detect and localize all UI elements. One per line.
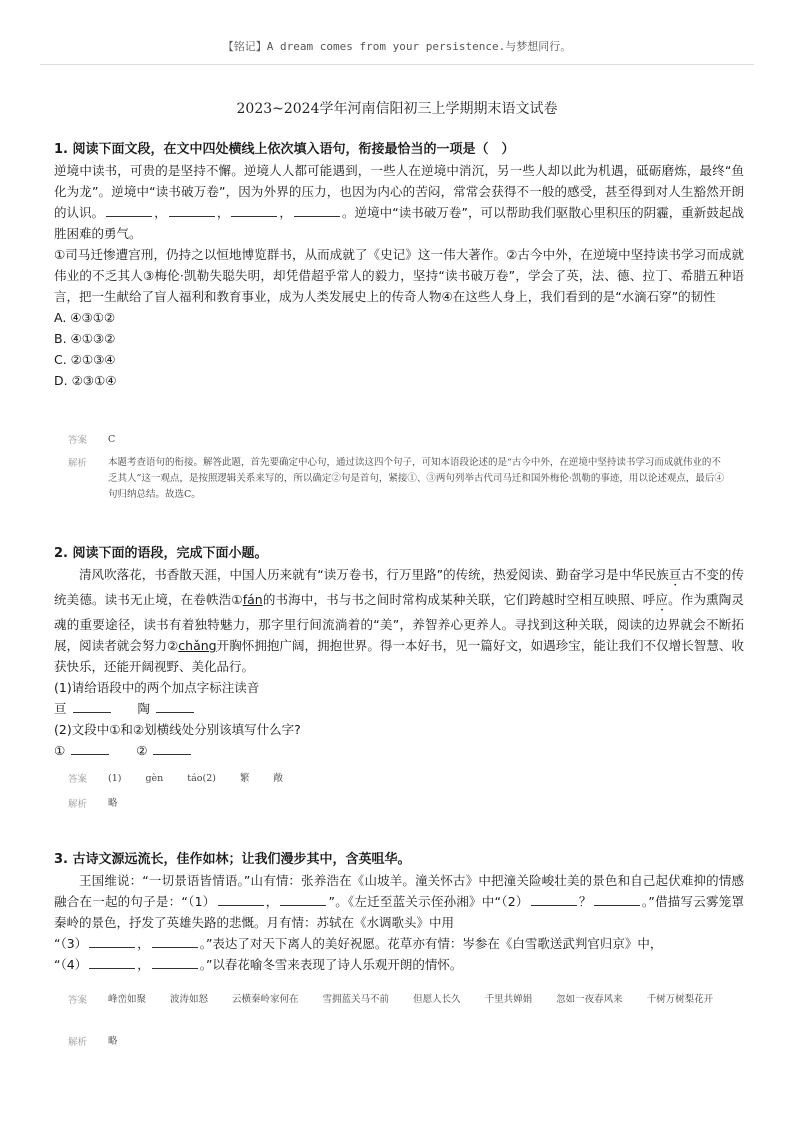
analysis-label: 解析 [68,1037,88,1048]
q3-answer-item: 峰峦如聚 [108,994,147,1005]
exam-title: 2023~2024学年河南信阳初三上学期期末语文试卷 [236,101,558,117]
analysis-label: 解析 [68,458,88,469]
question-1-sentences: ①司马迁惨遭宫刑，仍持之以恒地博览群书，从而成就了《史记》这一伟大著作。②古今中外，在逆境中坚持读书学习而成就伟业的不乏其人③梅伦·凯勒失聪失明，却凭借超乎常人的毅力，坚持“读书破万卷”，学会了英，法、德、拉丁、希腊五种语言，把一生献给了盲人福利和教育事业，成为人类发展史上的传奇人物④在这些人身上，我们看到的是“水滴石穿”的韧性 [54,247,744,304]
q2-sub-question-2: (2)文段中①和②划横线处分别该填写什么字? [54,722,301,737]
q3-answer-item: 千里共婵娟 [484,994,533,1005]
question-2 [54,544,744,761]
q3-answer-item: 雪拥蓝关马不前 [322,994,390,1005]
q3-text-4: 。”借描写云雾笼罩秦岭的景色，抒发了英雄失路的悲慨。月有情：苏轼在《水调歌头》中用 [54,894,744,930]
option-c: C. ②①③④ [54,352,116,367]
question-1-title: 1. 阅读下面文段，在文中四处横线上依次填入语句，衔接最恰当的一项是（ ） [54,142,515,157]
question-1 [54,140,744,391]
q2-sub-2-blanks [54,740,744,761]
fill-blank [169,204,215,217]
fill-blank [73,700,111,713]
fill-blank [89,935,135,948]
fill-blank [106,204,152,217]
q2-text-a: 清风吹落花，书香散天涯，中国人历来就有“读万卷书，行万里路”的传统，热爱阅读、勤奋学习是中华民族 [79,567,669,582]
fill-blank [594,893,640,906]
q2-text-b: 古不变的传统美德。读书无止境，在卷帙浩① [54,567,744,607]
q2-answer [108,771,728,787]
question-3-passage: 王国维说：“一切景语皆情语。”山有情：张养浩在《山坡羊。潼关怀古》中把潼关险峻壮美的景色和自己起伏难抑的情感融合在一起的句子是：“（1） ， ”。《左迁至蓝关示侄孙湘》中“（2） ？ 。”借描写云雾笼罩秦岭的景色，抒发了英雄失路的悲慨。月有情：苏轼在《水调歌头》中用 [54,873,744,930]
q3-text-7: “（4） [54,957,88,972]
dotted-char-gen: 亘 [668,567,682,582]
q3-text-6: 。”表达了对天下离人的美好祝愿。花草亦有情：岑参在《白雪歌送武判官归京》中， [199,936,663,951]
q3-text-5: “（3） [54,936,88,951]
q2-answer-item: 繁 [239,773,250,784]
q3-text-8: 。”以春花喻冬雪来表现了诗人乐观开朗的情怀。 [199,957,463,972]
q2-text-c: 的书海中，书与书之间时常构成某种关联，它们跨越时空相互映照、呼 [262,592,656,607]
fill-blank [152,956,198,969]
fill-blank [156,700,194,713]
q1-passage-text-a: 逆境中读书，可贵的是坚持不懈。逆境人人都可能遇到，一些人在逆境中消沉，另一些人却以此为机遇，砥砺磨炼，最终“鱼化为龙”。逆境中“读书破万卷”，因为外界的压力，也因为内心的苦闷，常常会获得不一般的感受，甚至得到对人生豁然开朗的认识。 [54,163,744,220]
option-a: A. ④③①② [54,310,116,325]
fill-blank [218,893,264,906]
q3-analysis: 略 [108,1036,118,1047]
question-3 [54,850,744,975]
q3-answer-item: 忽如一夜春风来 [556,994,623,1005]
q2-analysis: 略 [108,798,118,809]
fill-blank [152,935,198,948]
marker-1: ① [54,743,66,758]
q3-text-1: 王国维说：“一切景语皆情语。”山有情：张养浩在《山坡羊。潼关怀古》中把潼关险峻壮美的景色和自己起伏难抑的情感融合在一起的句子是：“（1） [54,873,744,909]
header-divider [40,64,754,65]
fill-blank [280,893,326,906]
q2-text-e: 开胸怀拥抱广阔，拥抱世界。得一本好书，见一篇好文，如遇珍宝，能让我们不仅增长智慧、收获快乐，还能开阔视野、美化品行。 [54,638,744,674]
fill-blank [153,742,191,755]
q3-text-2: ”。《左迁至蓝关示侄孙湘》中“（2） [328,894,529,909]
q3-answer-item: 但愿人长久 [413,994,461,1005]
q1-answer: C [108,434,116,445]
q2-text-d: 。作为熏陶灵魂的重要途径，读书有着独特魅力，那字里行间流淌着的“美”，养智养心更养人。寻找到这种关联，阅读的边界就会不断拓展，阅读者就会努力② [54,592,744,653]
fill-blank [89,956,135,969]
q3-answer [108,992,728,1008]
q2-sub-1-blanks [54,698,744,719]
question-3-line-4: “（4） ， 。”以春花喻冬雪来表现了诗人乐观开朗的情怀。 [54,957,463,972]
question-1-passage: 逆境中读书，可贵的是坚持不懈。逆境人人都可能遇到，一些人在逆境中消沉，另一些人却以此为机遇，砥砺磨炼，最终“鱼化为龙”。逆境中“读书破万卷”，因为外界的压力，也因为内心的苦闷，常常会获得不一般的感受，甚至得到对人生豁然开朗的认识。 ， ， ， 。逆境中“读书破万卷”，可以帮助我们驱散心里积压的阴霾，重新鼓起战胜困难的勇气。 [54,163,744,241]
question-2-passage [54,564,744,677]
q2-answer-item: (1) [108,773,122,784]
fill-blank [294,204,340,217]
question-3-title: 3. 古诗文源远流长，佳作如林；让我们漫步其中，含英咀华。 [54,852,411,867]
dotted-char-ying: 应 [655,592,669,607]
question-3-line-3: “（3） ， 。”表达了对天下离人的美好祝愿。花草亦有情：岑参在《白雪歌送武判官归京》中， [54,936,663,951]
fill-blank [71,742,109,755]
fill-blank [231,204,277,217]
q3-answer-item: 千树万树梨花开 [646,994,714,1005]
q3-answer-item: 云横秦岭家何在 [232,994,299,1005]
char-gen: 亘 [54,701,67,716]
answer-label: 答案 [68,435,88,446]
pinyin-chang: chǎng [178,638,217,653]
q2-answer-item: 敞 [273,773,283,784]
q1-analysis: 本题考查语句的衔接。解答此题，首先要确定中心句，通过读这四个句子，可知本语段论述的是“古今中外，在逆境中坚持读书学习而成就伟业的不乏其人”这一观点，是按照逻辑关系来写的，所以确定②句是首句，紧接①、③两句列举古代司马迁和国外梅伦·凯勒的事迹，用以论述观点，最后④句归纳总结。故选C。 [108,457,724,500]
answer-label: 答案 [68,774,88,785]
q3-answer-item: 波涛如怒 [170,994,209,1005]
q2-answer-item: táo(2) [187,773,216,784]
option-d: D. ②③①④ [54,373,117,388]
marker-2: ② [136,743,148,758]
question-2-title: 2. 阅读下面的语段，完成下面小题。 [54,546,268,561]
fill-blank [531,893,577,906]
q2-sub-question-1: (1)请给语段中的两个加点字标注读音 [54,680,260,695]
q2-answer-item: gèn [145,773,164,784]
pinyin-fan: fán [242,592,263,607]
page-header-motto: 【铭记】A dream comes from your persistence.与梦想同行。 [222,40,572,53]
char-tao: 陶 [137,701,151,716]
option-b: B. ④①③② [54,331,116,346]
q3-text-3: ？ [578,894,592,909]
answer-label: 答案 [68,995,88,1006]
q1-passage-text-b: 。逆境中“读书破万卷”，可以帮助我们驱散心里积压的阴霾，重新鼓起战胜困难的勇气。 [54,205,744,241]
analysis-label: 解析 [68,799,88,810]
